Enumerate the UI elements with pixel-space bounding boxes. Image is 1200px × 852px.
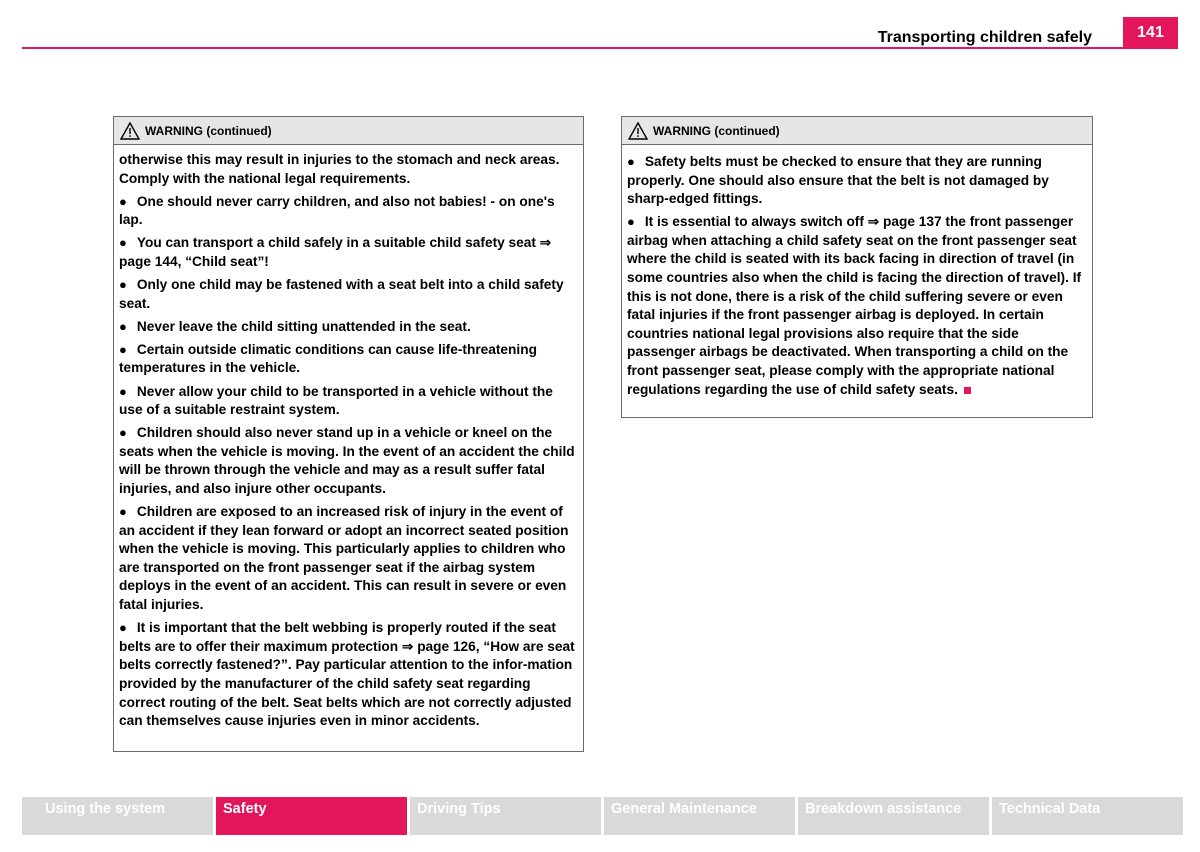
- nav-tab-breakdown-assistance[interactable]: Breakdown assistance: [798, 797, 989, 835]
- bullet-icon: ●: [119, 341, 127, 357]
- nav-tab-using-the-system[interactable]: Using the system: [22, 797, 213, 835]
- warning-triangle-icon: [120, 122, 140, 140]
- warning-intro: otherwise this may result in injuries to the stomach and neck areas. Comply with the national legal requirements.: [119, 152, 560, 186]
- bullet-icon: ●: [119, 620, 127, 636]
- warning-body: [114, 145, 583, 731]
- warning-triangle-icon: [628, 122, 648, 140]
- warning-header: [622, 117, 1092, 145]
- chapter-nav: [22, 797, 1183, 835]
- warning-heading: WARNING (continued): [653, 123, 780, 138]
- section-title: Transporting children safely: [877, 29, 1092, 46]
- warning-item: ● Children should also never stand up in a vehicle or kneel on the seats when the vehicle is moving. In the event of an accident the child will be thrown through the vehicle and may as a result suffer fatal injuries, and also injure other occupants.: [119, 425, 575, 496]
- warning-item: ● One should never carry children, and also not babies! - on one's lap.: [119, 193, 555, 228]
- nav-tab-safety[interactable]: Safety: [216, 797, 407, 835]
- warning-item: ● It is essential to always switch off ⇒ page 137 the front passenger airbag when attaching a child safety seat on the front passenger seat where the child is seated with its back facing in direction of travel (in some countries also when the child is facing the direction of travel). If this is not done, there is a risk of the child suffering severe or even fatal injuries if the front passenger airbag is deployed. In certain countries national legal provisions also require that the side passenger airbags be deactivated. When transporting a child on the front passenger seat, please comply with the appropriate national regulations regarding the use of child safety seats.: [627, 214, 1082, 397]
- header-rule: [22, 47, 1178, 49]
- bullet-icon: ●: [627, 214, 635, 230]
- warning-item: ● Never leave the child sitting unattended in the seat.: [119, 318, 578, 337]
- warning-item: ● Never allow your child to be transported in a vehicle without the use of a suitable restraint system.: [119, 383, 553, 418]
- warning-item: ● Certain outside climatic conditions can cause life-threatening temperatures in the vehicle.: [119, 341, 537, 376]
- warning-item: ● Safety belts must be checked to ensure that they are running properly. One should also ensure that the belt is not damaged by sharp-edged fittings.: [627, 154, 1049, 207]
- end-of-section-icon: [964, 387, 971, 394]
- nav-tab-general-maintenance[interactable]: General Maintenance: [604, 797, 795, 835]
- bullet-icon: ●: [119, 318, 127, 334]
- bullet-icon: ●: [119, 425, 127, 441]
- bullet-icon: ●: [627, 154, 635, 169]
- nav-tab-driving-tips[interactable]: Driving Tips: [410, 797, 601, 835]
- warning-heading: WARNING (continued): [145, 123, 272, 138]
- warning-item: ● It is important that the belt webbing is properly routed if the seat belts are to offer their maximum protection ⇒ page 126, “How are seat belts correctly fastened?”. Pay particular attention to the infor-mation provided by the manufacturer of the child safety seat regarding correct routing of the belt. Seat belts which are not correctly adjusted can themselves cause injuries even in minor accidents.: [119, 620, 575, 729]
- warning-item: ● Children are exposed to an increased risk of injury in the event of an accident if they lean forward or adopt an incorrect seated position when the vehicle is moving. This particularly applies to children who are transported on the front passenger seat if the airbag system deploys in the event of an accident. This can result in severe or even fatal injuries.: [119, 504, 569, 613]
- warning-box-right: [621, 116, 1093, 418]
- page-number-badge: 141: [1123, 17, 1178, 49]
- warning-box-left: [113, 116, 584, 752]
- warning-item: ● Only one child may be fastened with a seat belt into a child safety seat.: [119, 277, 564, 311]
- warning-header: [114, 117, 583, 145]
- warning-body: [622, 145, 1092, 399]
- bullet-icon: ●: [119, 383, 127, 399]
- bullet-icon: ●: [119, 235, 127, 251]
- bullet-icon: ●: [119, 193, 127, 209]
- warning-item: ● You can transport a child safely in a suitable child safety seat ⇒ page 144, “Child seat”!: [119, 235, 552, 269]
- nav-tab-technical-data[interactable]: Technical Data: [992, 797, 1183, 835]
- bullet-icon: ●: [119, 277, 127, 293]
- bullet-icon: ●: [119, 504, 127, 520]
